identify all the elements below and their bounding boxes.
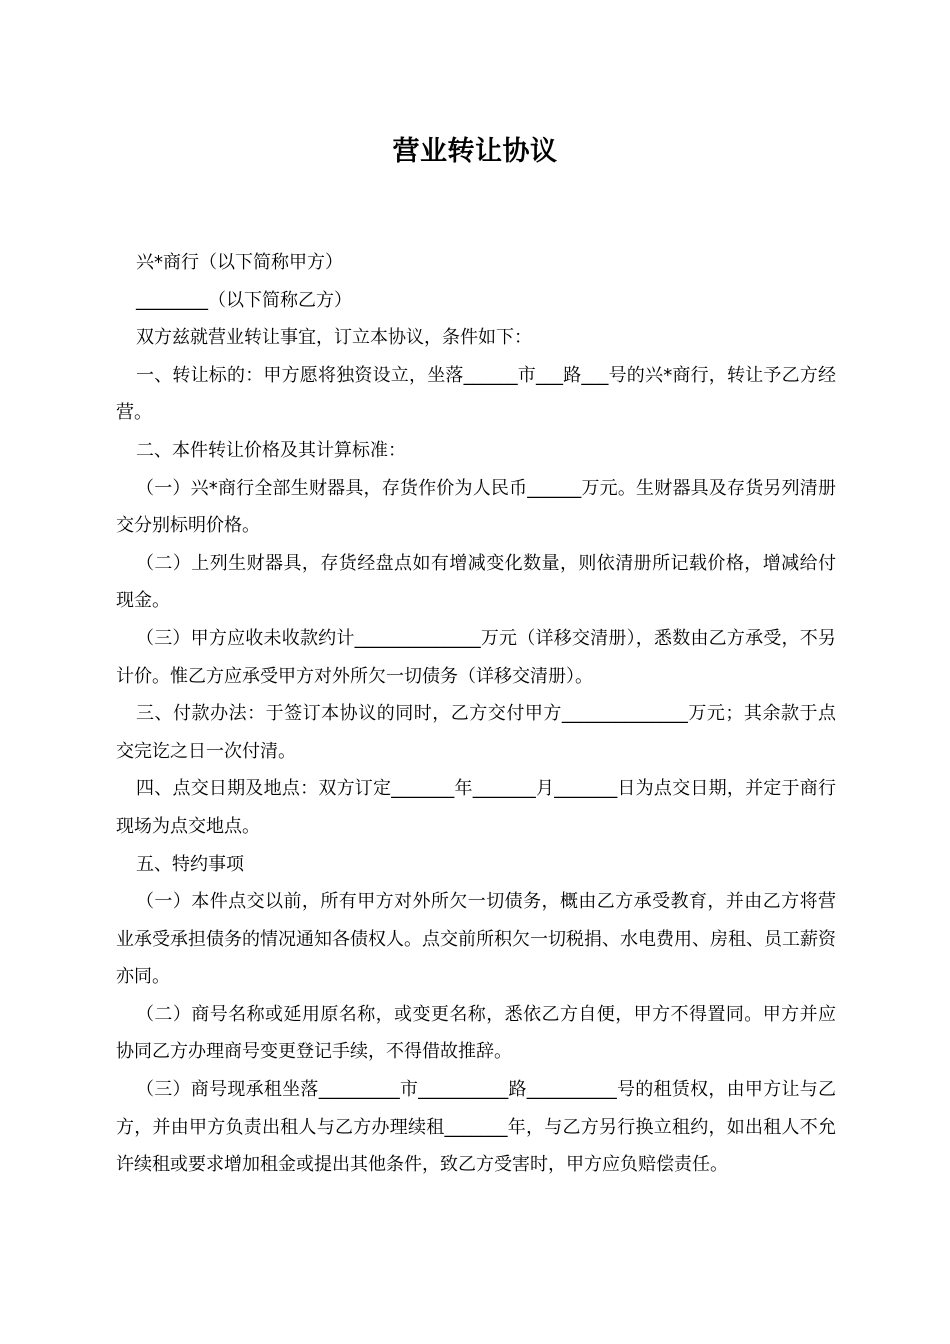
clause-2-item-2: （二）上列生财器具，存货经盘点如有增减变化数量，则依清册所记载价格，增减给付现金。: [116, 552, 836, 612]
clause-3-payment: 三、付款办法：于签订本协议的同时，乙方交付甲方______________万元；其余款于点交完讫之日一次付清。: [116, 703, 836, 762]
clause-1-transfer-object: 一、转让标的：甲方愿将独资设立，坐落______市___路___号的兴*商行，转让予乙方经营。: [116, 364, 836, 424]
clause-5-item-1: （一）本件点交以前，所有甲方对外所欠一切债务，概由乙方承受教育，并由乙方将营业承受承担债务的情况通知各债权人。点交前所积欠一切税捐、水电费用、房租、员工薪资亦同。: [116, 891, 836, 988]
clause-5-heading: 五、特约事项: [136, 853, 244, 875]
party-a-line: 兴*商行（以下简称甲方）: [136, 252, 343, 273]
clause-5-item-3: （三）商号现承租坐落_________市__________路__________号的租赁权，由甲方让与乙方，并由甲方负责出租人与乙方办理续租_______年，与乙方另行换立租约，如出租人不允许续租或要求增加租金或提出其他条件，致乙方受害时，甲方应负赔偿责任。: [116, 1079, 836, 1176]
clause-2-item-3: （三）甲方应收未收款约计______________万元（详移交清册），悉数由乙方承受，不另计价。惟乙方应承受甲方对外所欠一切债务（详移交清册）。: [116, 627, 836, 687]
intro-paragraph: 双方兹就营业转让事宜，订立本协议，条件如下：: [136, 327, 532, 349]
clause-2-heading: 二、本件转让价格及其计算标准：: [136, 439, 406, 461]
document-title: 营业转让协议: [392, 136, 558, 167]
clause-2-item-1: （一）兴*商行全部生财器具，存货作价为人民币______万元。生财器具及存货另列清册交分别标明价格。: [116, 477, 836, 537]
party-b-line: ________（以下简称乙方）: [136, 289, 352, 311]
clause-5-item-2: （二）商号名称或延用原名称，或变更名称，悉依乙方自便，甲方不得置同。甲方并应协同乙方办理商号变更登记手续，不得借故推辞。: [116, 1003, 836, 1063]
clause-4-handover: 四、点交日期及地点：双方订定_______年_______月_______日为点交日期，并定于商行现场为点交地点。: [116, 778, 836, 837]
document-body: [116, 244, 836, 1184]
